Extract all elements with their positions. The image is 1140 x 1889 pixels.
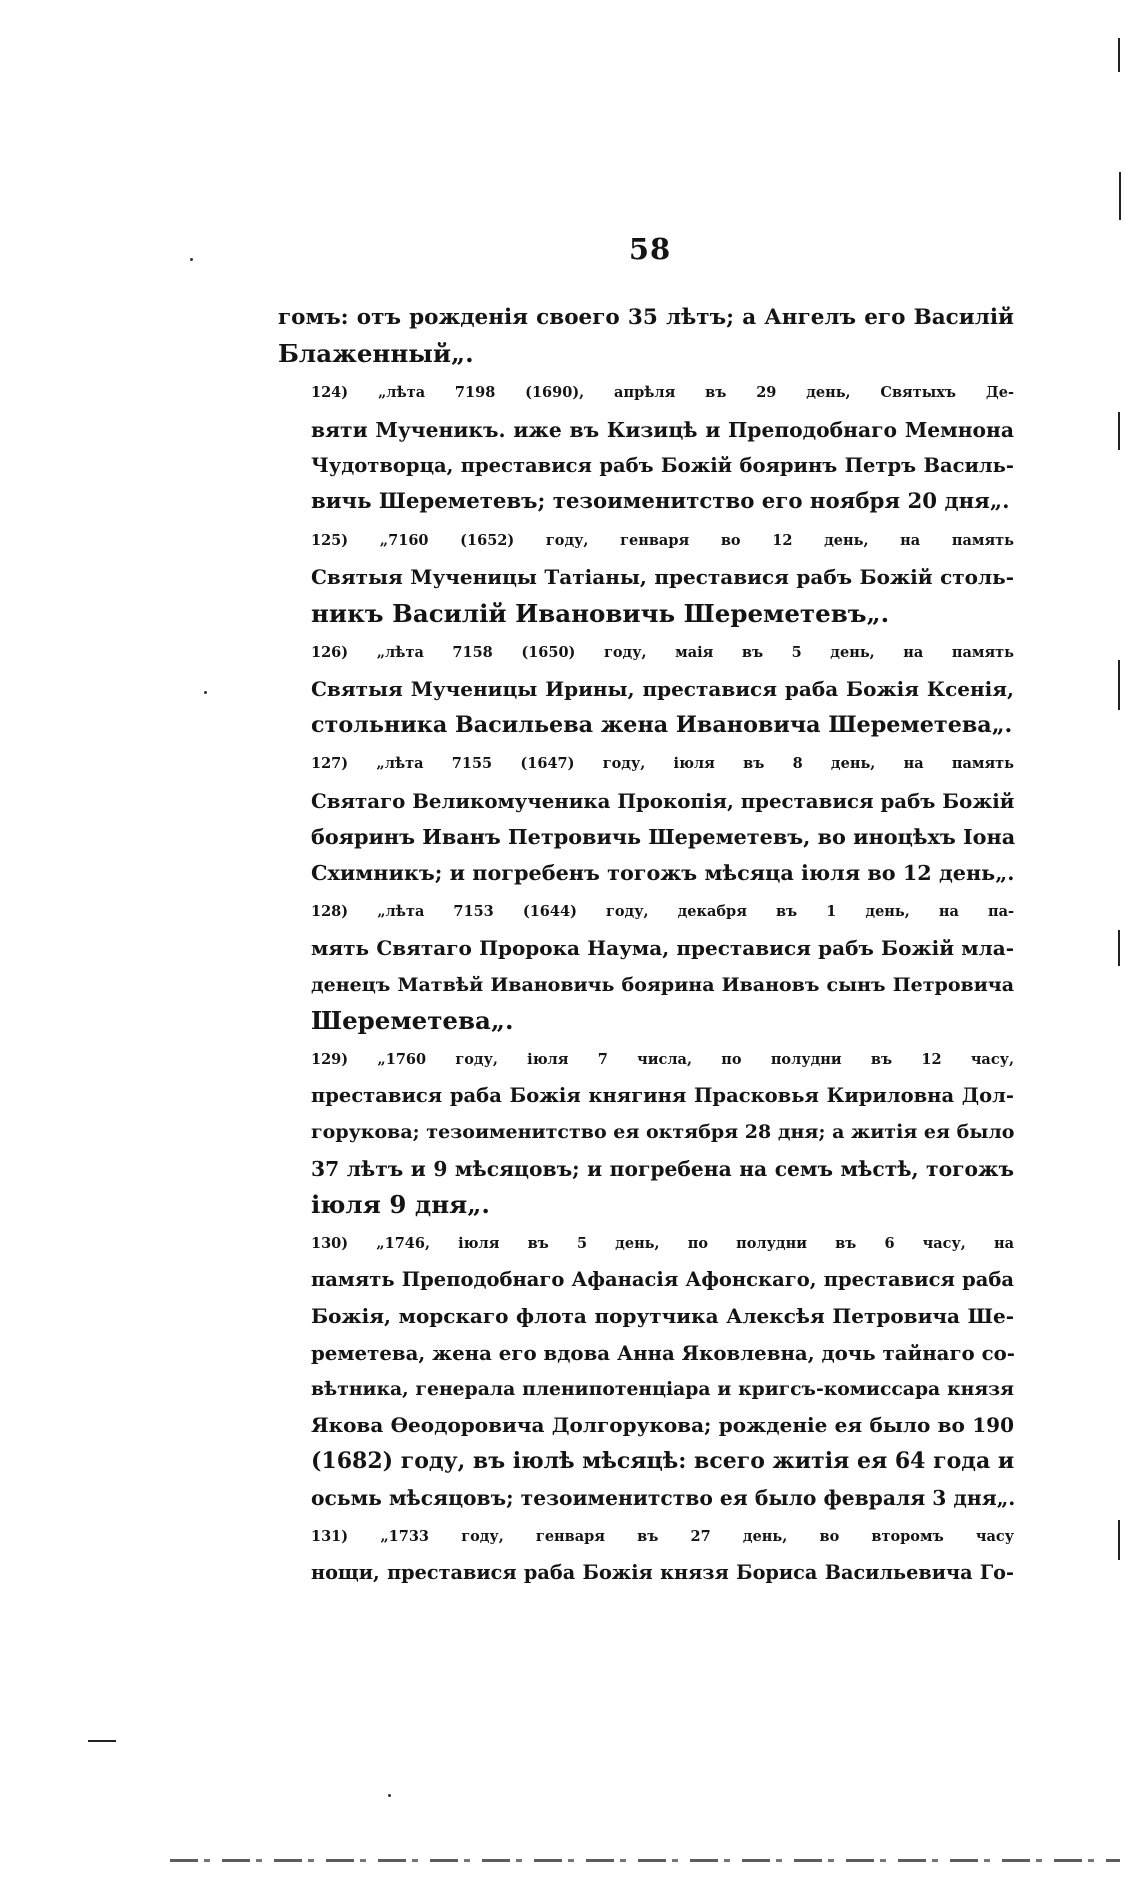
scan-margin-dash	[88, 1740, 116, 1742]
scan-speck	[190, 258, 193, 261]
text-line: іюля 9 дня„.	[311, 1189, 490, 1219]
text-line: денецъ Матвѣй Ивановичь боярина Ивановъ сынъ Петровича	[311, 973, 1014, 996]
scan-speck	[388, 1794, 391, 1797]
text-line: никъ Василій Ивановичь Шереметевъ„.	[311, 598, 890, 628]
text-line: Святаго Великомученика Прокопія, преставися рабъ Божій	[311, 788, 1015, 813]
text-line: память Преподобнаго Афанасія Афонскаго, преставися раба	[311, 1268, 1014, 1292]
text-line: Чудотворца, преставися рабъ Божій бояринъ Петръ Василь-	[311, 453, 1014, 477]
text-line: 125) „7160 (1652) году, генваря во 12 день, на память	[311, 532, 1014, 550]
text-paragraph	[278, 1519, 1014, 1591]
text-line: Блаженный„.	[278, 339, 474, 369]
text-line: преставися раба Божія княгиня Прасковья Кириловна Дол-	[311, 1084, 1014, 1108]
scan-edge-mark	[1118, 412, 1120, 450]
scan-edge-mark	[1118, 38, 1120, 72]
text-line: Божія, морскаго флота порутчика Алексѣя Петровича Ше-	[311, 1304, 1014, 1329]
text-line: Шереметева„.	[311, 1005, 514, 1035]
text-line: Святыя Мученицы Ирины, преставися раба Божія Ксенія,	[311, 677, 1014, 702]
text-line: 37 лѣтъ и 9 мѣсяцовъ; и погребена на семъ мѣстѣ, тогожъ	[311, 1156, 1014, 1181]
text-line: Якова Ѳеодоровича Долгорукова; рожденіе ея было во 190	[311, 1413, 1014, 1438]
scan-edge-mark	[1118, 660, 1120, 710]
text-line: Схимникъ; и погребенъ тогожъ мѣсяца іюля во 12 день„.	[311, 861, 1015, 886]
text-line: стольника Васильева жена Ивановича Шереметева„.	[311, 712, 1013, 739]
text-line: гомъ: отъ рожденія своего 35 лѣтъ; а Ангелъ его Василій	[278, 305, 1014, 330]
text-line: 127) „лѣта 7155 (1647) году, іюля въ 8 день, на память	[311, 755, 1014, 773]
page-number: 58	[628, 232, 672, 266]
text-line: осьмь мѣсяцовъ; тезоименитство ея было февраля 3 дня„.	[311, 1485, 1016, 1510]
text-paragraph	[278, 1042, 1014, 1223]
text-line: мять Святаго Пророка Наума, преставися рабъ Божій мла-	[311, 936, 1014, 961]
text-line: горукова; тезоименитство ея октября 28 дня; а житія ея было	[311, 1121, 1015, 1144]
text-line: 130) „1746, іюля въ 5 день, по полудни въ 6 часу, на	[311, 1235, 1014, 1253]
scan-speck	[204, 691, 207, 694]
text-line: вичь Шереметевъ; тезоименитство его ноября 20 дня„.	[311, 489, 1010, 515]
body-text	[278, 300, 1014, 1591]
text-line: нощи, преставися раба Божія князя Бориса Васильевича Го-	[311, 1560, 1014, 1584]
text-line: 129) „1760 году, іюля 7 числа, по полудни въ 12 часу,	[311, 1051, 1014, 1069]
text-line: 126) „лѣта 7158 (1650) году, маія въ 5 день, на память	[311, 643, 1014, 661]
text-line: (1682) году, въ іюлѣ мѣсяцѣ: всего житія ея 64 года и	[311, 1448, 1015, 1475]
text-paragraph	[278, 375, 1014, 520]
scan-edge-mark	[1119, 172, 1121, 220]
text-paragraph	[278, 523, 1014, 632]
scan-bottom-edge	[170, 1859, 1120, 1862]
text-line: вяти Мученикъ. иже въ Кизицѣ и Преподобнаго Мемнона	[311, 417, 1014, 442]
scan-edge-mark	[1118, 1520, 1120, 1560]
text-line: вѣтника, генерала пленипотенціара и кригсъ-комиссара князя	[311, 1377, 1014, 1400]
text-line: 131) „1733 году, генваря въ 27 день, во второмъ часу	[311, 1527, 1014, 1545]
text-line: Святыя Мученицы Татіаны, преставися рабъ Божій столь-	[311, 565, 1014, 590]
text-line: бояринъ Иванъ Петровичь Шереметевъ, во иноцѣхъ Іона	[311, 824, 1016, 849]
text-line: реметева, жена его вдова Анна Яковлевна, дочь тайнаго со-	[311, 1340, 1015, 1365]
text-paragraph	[278, 746, 1014, 891]
text-line: 128) „лѣта 7153 (1644) году, декабря въ 1 день, на па-	[311, 903, 1014, 921]
text-paragraph	[278, 1226, 1014, 1516]
text-paragraph	[278, 894, 1014, 1039]
text-paragraph	[278, 300, 1014, 372]
text-paragraph	[278, 635, 1014, 744]
scan-edge-mark	[1118, 930, 1120, 966]
text-line: 124) „лѣта 7198 (1690), апрѣля въ 29 день, Святыхъ Де-	[311, 384, 1014, 402]
